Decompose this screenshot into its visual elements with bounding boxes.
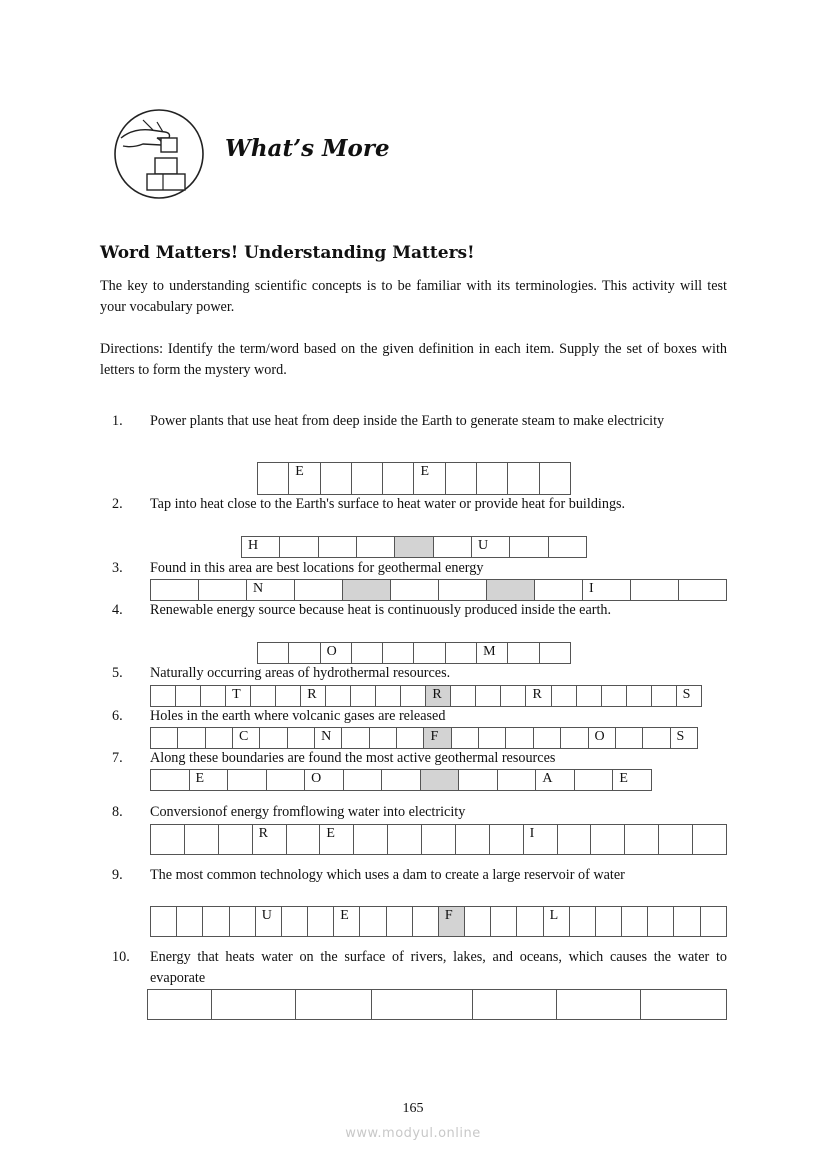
item-number: 6. (112, 708, 123, 724)
answer-cell[interactable] (501, 686, 526, 706)
answer-cell[interactable] (552, 686, 577, 706)
answer-cell[interactable] (549, 537, 587, 557)
answer-cell-letter[interactable]: N (247, 580, 295, 600)
item-definition: Found in this area are best locations for geothermal energy (150, 560, 484, 576)
answer-cell[interactable] (344, 770, 383, 790)
answer-cell[interactable] (397, 728, 424, 748)
intro-paragraph: The key to understanding scientific concepts is to be familiar with its terminologies. This activity will test your vocabulary power. (100, 278, 727, 315)
watermark: www.modyul.online (345, 1126, 481, 1141)
answer-cell[interactable] (631, 580, 679, 600)
answer-cell-letter[interactable]: L (544, 907, 570, 936)
answer-cell[interactable] (540, 643, 571, 663)
answer-cell[interactable] (203, 907, 229, 936)
directions-paragraph: Directions: Identify the term/word based on the given definition in each item. Supply the set of boxes with letters to form the mystery word. (100, 341, 727, 378)
item-definition: The most common technology which uses a dam to create a large reservoir of water (150, 867, 625, 883)
answer-cell[interactable] (267, 770, 306, 790)
answer-cell[interactable] (354, 825, 388, 854)
answer-grid (150, 769, 652, 791)
answer-grid (241, 536, 587, 558)
answer-cell[interactable] (276, 686, 301, 706)
answer-cell[interactable] (498, 770, 537, 790)
answer-cell[interactable] (212, 990, 296, 1019)
answer-cell[interactable] (627, 686, 652, 706)
answer-cell[interactable] (151, 907, 177, 936)
answer-cell[interactable] (659, 825, 693, 854)
answer-cell[interactable] (199, 580, 247, 600)
answer-cell[interactable] (151, 686, 176, 706)
answer-cell[interactable] (414, 643, 445, 663)
answer-cell[interactable] (178, 728, 205, 748)
answer-cell-letter[interactable]: E (289, 463, 320, 494)
item-definition: Energy that heats water on the surface of rivers, lakes, and oceans, which causes the water to evaporate (150, 949, 727, 986)
answer-cell-letter[interactable]: E (613, 770, 652, 790)
answer-cell-letter[interactable]: F (424, 728, 451, 748)
section-title: What’s More (225, 135, 390, 162)
answer-cell[interactable] (319, 537, 357, 557)
answer-cell[interactable] (434, 537, 472, 557)
answer-cell[interactable] (465, 907, 491, 936)
answer-cell[interactable] (591, 825, 625, 854)
answer-cell[interactable] (289, 643, 320, 663)
answer-cell-letter[interactable]: R (426, 686, 451, 706)
answer-cell[interactable] (558, 825, 592, 854)
answer-cell[interactable] (177, 907, 203, 936)
answer-cell[interactable] (206, 728, 233, 748)
answer-cell[interactable] (679, 580, 727, 600)
answer-cell[interactable] (446, 643, 477, 663)
answer-cell[interactable] (622, 907, 648, 936)
answer-cell-letter[interactable]: S (671, 728, 698, 748)
answer-grid (150, 579, 727, 601)
answer-cell-letter[interactable]: R (526, 686, 551, 706)
answer-cell[interactable] (343, 580, 391, 600)
answer-cell-letter[interactable]: M (477, 643, 508, 663)
answer-cell[interactable] (288, 728, 315, 748)
answer-cell[interactable] (401, 686, 426, 706)
answer-cell[interactable] (510, 537, 548, 557)
answer-cell[interactable] (326, 686, 351, 706)
answer-cell-letter[interactable]: I (524, 825, 558, 854)
answer-grid (147, 989, 727, 1020)
answer-cell[interactable] (652, 686, 677, 706)
answer-cell[interactable] (625, 825, 659, 854)
answer-cell[interactable] (596, 907, 622, 936)
answer-cell[interactable] (151, 728, 178, 748)
item-definition: Tap into heat close to the Earth's surface to heat water or provide heat for buildings. (150, 496, 626, 512)
answer-cell[interactable] (456, 825, 490, 854)
answer-cell[interactable] (561, 728, 588, 748)
answer-cell[interactable] (701, 907, 727, 936)
answer-cell-letter[interactable]: E (334, 907, 360, 936)
answer-grid (150, 685, 702, 707)
answer-cell[interactable] (674, 907, 700, 936)
answer-cell[interactable] (219, 825, 253, 854)
answer-cell[interactable] (352, 643, 383, 663)
answer-cell-letter[interactable]: E (414, 463, 445, 494)
answer-cell-letter[interactable]: O (321, 643, 352, 663)
item-number: 2. (112, 496, 123, 512)
answer-cell[interactable] (258, 463, 289, 494)
answer-cell-letter[interactable]: O (305, 770, 344, 790)
answer-cell[interactable] (641, 990, 727, 1019)
answer-cell[interactable] (258, 643, 289, 663)
answer-cell[interactable] (387, 907, 413, 936)
answer-cell[interactable] (413, 907, 439, 936)
answer-cell[interactable] (287, 825, 321, 854)
answer-cell[interactable] (351, 686, 376, 706)
answer-cell-letter[interactable]: H (242, 537, 280, 557)
answer-cell[interactable] (422, 825, 456, 854)
answer-cell[interactable] (421, 770, 460, 790)
answer-cell[interactable] (451, 686, 476, 706)
answer-cell[interactable] (477, 463, 508, 494)
answer-grid (257, 462, 571, 495)
answer-cell[interactable] (575, 770, 614, 790)
answer-cell-letter[interactable]: C (233, 728, 260, 748)
answer-cell[interactable] (479, 728, 506, 748)
answer-cell-letter[interactable]: R (301, 686, 326, 706)
answer-cell[interactable] (280, 537, 318, 557)
answer-cell[interactable] (282, 907, 308, 936)
answer-cell-letter[interactable]: T (226, 686, 251, 706)
answer-cell[interactable] (487, 580, 535, 600)
answer-cell[interactable] (648, 907, 674, 936)
answer-cell[interactable] (176, 686, 201, 706)
answer-grid (150, 906, 727, 937)
item-definition: Power plants that use heat from deep inside the Earth to generate steam to make electricity (150, 413, 665, 429)
answer-cell[interactable] (446, 463, 477, 494)
item-number: 5. (112, 665, 123, 681)
answer-cell[interactable] (388, 825, 422, 854)
item-number: 10. (112, 949, 130, 965)
answer-cell[interactable] (308, 907, 334, 936)
answer-cell[interactable] (357, 537, 395, 557)
activity-title: Word Matters! Understanding Matters! (100, 243, 475, 263)
answer-cell[interactable] (439, 580, 487, 600)
answer-cell[interactable] (151, 580, 199, 600)
answer-cell[interactable] (370, 728, 397, 748)
answer-cell[interactable] (201, 686, 226, 706)
answer-cell[interactable] (473, 990, 557, 1019)
answer-cell[interactable] (151, 825, 185, 854)
answer-cell[interactable] (643, 728, 670, 748)
item-definition: Along these boundaries are found the most active geothermal resources (150, 750, 556, 766)
answer-cell[interactable] (490, 825, 524, 854)
answer-cell[interactable] (535, 580, 583, 600)
answer-cell[interactable] (517, 907, 543, 936)
hand-stacking-blocks-icon (113, 108, 205, 200)
answer-cell[interactable] (352, 463, 383, 494)
answer-cell[interactable] (452, 728, 479, 748)
answer-cell[interactable] (693, 825, 727, 854)
answer-cell[interactable] (251, 686, 276, 706)
answer-cell[interactable] (616, 728, 643, 748)
answer-cell[interactable] (151, 770, 190, 790)
answer-cell[interactable] (372, 990, 474, 1019)
item-number: 1. (112, 413, 123, 429)
item-number: 9. (112, 867, 123, 883)
answer-cell[interactable] (295, 580, 343, 600)
answer-cell[interactable] (296, 990, 372, 1019)
answer-cell[interactable] (395, 537, 433, 557)
answer-grid (150, 824, 727, 855)
answer-cell[interactable] (602, 686, 627, 706)
answer-cell[interactable] (540, 463, 571, 494)
answer-cell[interactable] (260, 728, 287, 748)
answer-cell-letter[interactable]: A (536, 770, 575, 790)
answer-cell-letter[interactable]: R (253, 825, 287, 854)
answer-grid (257, 642, 571, 664)
page-number: 165 (402, 1101, 424, 1116)
item-number: 3. (112, 560, 123, 576)
answer-cell-letter[interactable]: E (190, 770, 229, 790)
item-number: 4. (112, 602, 123, 618)
answer-cell[interactable] (570, 907, 596, 936)
answer-cell-letter[interactable]: E (320, 825, 354, 854)
answer-cell-letter[interactable]: S (677, 686, 702, 706)
answer-grid (150, 727, 698, 749)
item-definition: Conversionof energy fromflowing water into electricity (150, 804, 466, 820)
answer-cell[interactable] (228, 770, 267, 790)
answer-cell[interactable] (383, 643, 414, 663)
answer-cell[interactable] (391, 580, 439, 600)
item-definition: Holes in the earth where volcanic gases are released (150, 708, 446, 724)
answer-cell[interactable] (342, 728, 369, 748)
answer-cell[interactable] (230, 907, 256, 936)
answer-cell-letter[interactable]: U (472, 537, 510, 557)
answer-cell[interactable] (476, 686, 501, 706)
item-definition: Renewable energy source because heat is continuously produced inside the earth. (150, 602, 612, 618)
item-number: 8. (112, 804, 123, 820)
item-number: 7. (112, 750, 123, 766)
answer-cell[interactable] (321, 463, 352, 494)
answer-cell[interactable] (185, 825, 219, 854)
answer-cell-letter[interactable]: N (315, 728, 342, 748)
answer-cell-letter[interactable]: O (589, 728, 616, 748)
answer-cell[interactable] (360, 907, 386, 936)
answer-cell[interactable] (376, 686, 401, 706)
answer-cell-letter[interactable]: I (583, 580, 631, 600)
answer-cell[interactable] (382, 770, 421, 790)
answer-cell[interactable] (508, 643, 539, 663)
answer-cell[interactable] (534, 728, 561, 748)
item-definition: Naturally occurring areas of hydrothermal resources. (150, 665, 451, 681)
answer-cell[interactable] (557, 990, 641, 1019)
answer-cell[interactable] (383, 463, 414, 494)
answer-cell[interactable] (506, 728, 533, 748)
answer-cell[interactable] (491, 907, 517, 936)
answer-cell[interactable] (459, 770, 498, 790)
answer-cell[interactable] (577, 686, 602, 706)
answer-cell-letter[interactable]: U (256, 907, 282, 936)
answer-cell[interactable] (508, 463, 539, 494)
answer-cell[interactable] (148, 990, 212, 1019)
answer-cell-letter[interactable]: F (439, 907, 465, 936)
